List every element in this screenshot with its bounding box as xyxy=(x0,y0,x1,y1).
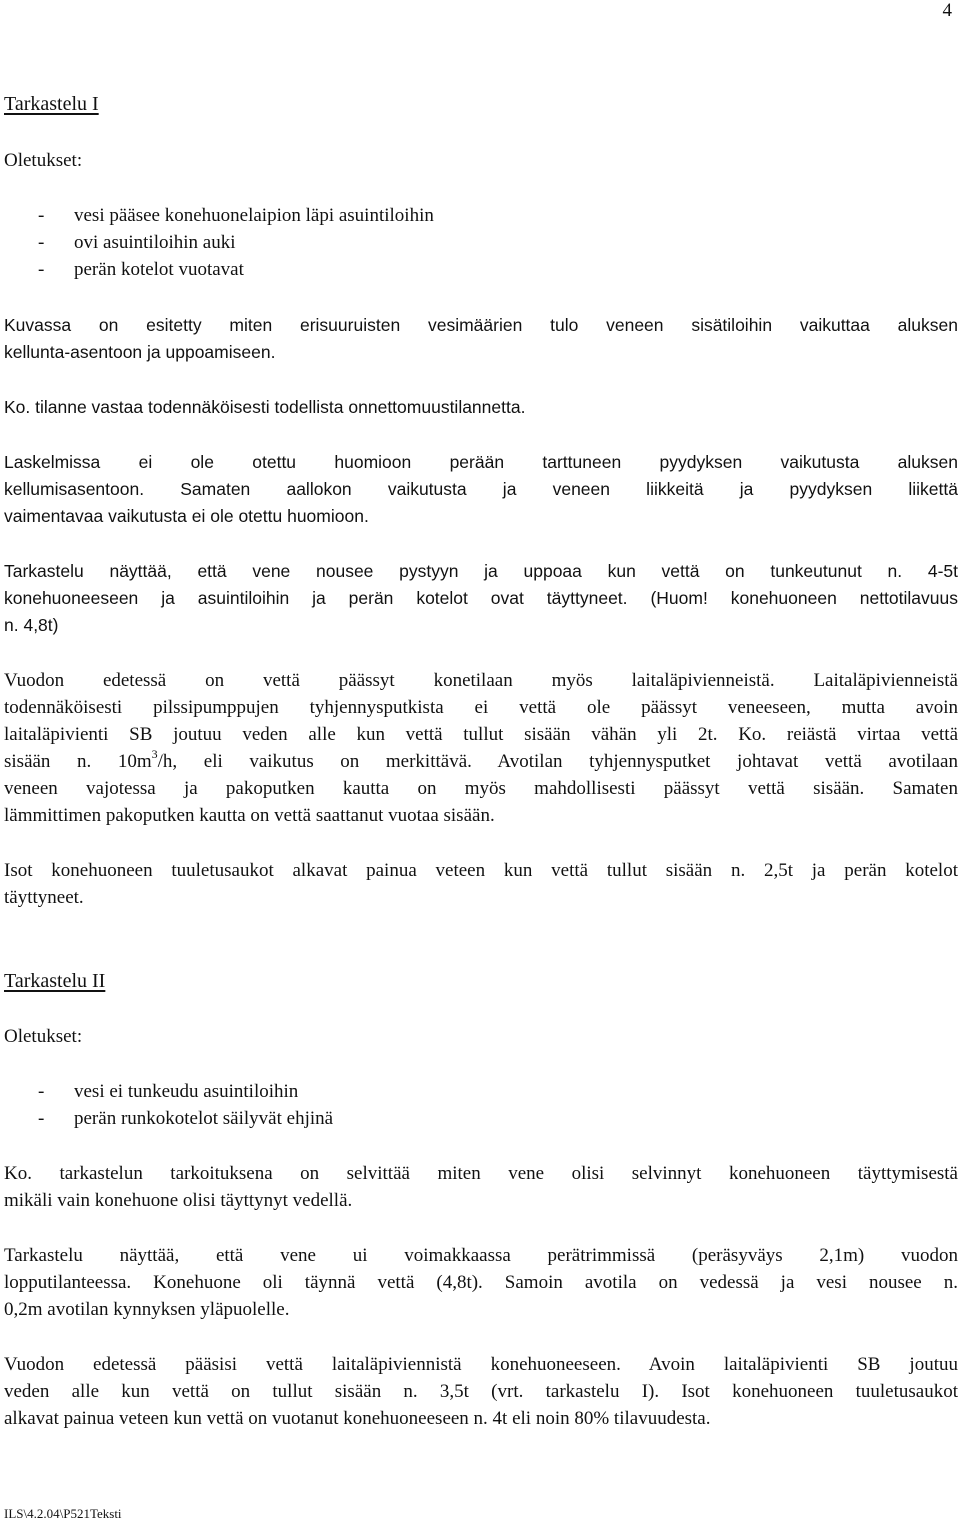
section-heading-1: Tarkastelu I xyxy=(4,93,99,115)
paragraph-line: kellumisasentoon. Samaten aallokon vaikutusta ja veneen liikkeitä ja pyydyksen liikettä xyxy=(4,479,958,499)
paragraph-line: Tarkastelu näyttää, että vene nousee pystyyn ja uppoaa kun vettä on tunkeutunut n. 4-5t xyxy=(4,561,958,581)
dash-bullet: - xyxy=(38,259,45,280)
paragraph-line: Ko. tilanne vastaa todennäköisesti todellista onnettomuustilannetta. xyxy=(4,397,526,417)
paragraph-line: Isot konehuoneen tuuletusaukot alkavat painua veteen kun vettä tullut sisään n. 2,5t ja perän kotelot xyxy=(4,860,958,881)
list-item xyxy=(38,1081,299,1103)
paragraph-line: lämmittimen pakoputken kautta on vettä saattanut vuotaa sisään. xyxy=(4,805,495,826)
dash-bullet: - xyxy=(38,232,45,253)
paragraph-line: alkavat painua veteen kun vettä on vuotanut konehuoneeseen n. 4t eli noin 80% tilavuudesta. xyxy=(4,1408,711,1429)
paragraph-line: veneen vajotessa ja pakoputken kautta on myös mahdollisesti päässyt vettä sisään. Samaten xyxy=(4,778,958,799)
dash-bullet: - xyxy=(38,205,45,226)
section-heading-2: Tarkastelu II xyxy=(4,970,106,992)
list-item xyxy=(38,1108,334,1130)
paragraph-line: kellunta-asentoon ja uppoamiseen. xyxy=(4,342,276,362)
paragraph-line: Ko. tarkastelun tarkoituksena on selvittää miten vene olisi selvinnyt konehuoneen täyttymisestä xyxy=(4,1163,958,1184)
paragraph-line: laitaläpivienti SB joutuu veden alle kun vettä tullut sisään vähän yli 2t. Ko. reiästä virtaa vettä xyxy=(4,724,958,745)
dash-bullet: - xyxy=(38,1108,45,1129)
paragraph-line: Laskelmissa ei ole otettu huomioon perään tarttuneen pyydyksen vaikutusta aluksen xyxy=(4,452,958,472)
paragraph-line: n. 4,8t) xyxy=(4,615,59,635)
text-run: sisään n. 10m xyxy=(4,751,152,772)
paragraph-line xyxy=(4,746,958,773)
paragraph-line: Tarkastelu näyttää, että vene ui voimakkaassa perätrimmissä (peräsyväys 2,1m) vuodon xyxy=(4,1245,958,1266)
list-item-text: ovi asuintiloihin auki xyxy=(74,232,236,253)
paragraph-line: 0,2m avotilan kynnyksen yläpuolelle. xyxy=(4,1299,290,1320)
text-run: /h, eli vaikutus on merkittävä. Avotilan tyhjennysputket johtavat vettä avotilaan xyxy=(157,751,958,772)
paragraph-line: konehuoneeseen ja asuintiloihin ja perän kotelot ovat täyttyneet. (Huom! konehuoneen nettotilavuus xyxy=(4,588,958,608)
paragraph-line: vaimentavaa vaikutusta ei ole otettu huomioon. xyxy=(4,506,369,526)
paragraph-line: todennäköisesti pilssipumppujen tyhjennysputkista ei vettä ole päässyt veneeseen, mutta avoin xyxy=(4,697,958,718)
paragraph-line: Vuodon edetessä on vettä päässyt konetilaan myös laitaläpivienneistä. Laitaläpivienneistä xyxy=(4,670,958,691)
list-item xyxy=(38,205,434,227)
assumptions-label-2: Oletukset: xyxy=(4,1026,83,1047)
list-item-text: vesi pääsee konehuonelaipion läpi asuintiloihin xyxy=(74,205,434,226)
paragraph-line: lopputilanteessa. Konehuone oli täynnä vettä (4,8t). Samoin avotila on vedessä ja vesi nousee n. xyxy=(4,1272,958,1293)
page-number: 4 xyxy=(942,0,952,21)
superscript: 3 xyxy=(151,746,158,761)
paragraph-line: mikäli vain konehuone olisi täyttynyt vedellä. xyxy=(4,1190,353,1211)
list-item-text: perän kotelot vuotavat xyxy=(74,259,244,280)
paragraph-line: veden alle kun vettä on tullut sisään n. 3,5t (vrt. tarkastelu I). Isot konehuoneen tuuletusaukot xyxy=(4,1381,958,1402)
list-item xyxy=(38,232,236,254)
list-item-text: vesi ei tunkeudu asuintiloihin xyxy=(74,1081,299,1102)
paragraph-line: täyttyneet. xyxy=(4,887,84,908)
list-item xyxy=(38,259,244,281)
paragraph-line: Kuvassa on esitetty miten erisuuruisten vesimäärien tulo veneen sisätiloihin vaikuttaa aluksen xyxy=(4,315,958,335)
paragraph-line: Vuodon edetessä pääsisi vettä laitaläpiviennistä konehuoneeseen. Avoin laitaläpivienti SB joutuu xyxy=(4,1354,958,1375)
list-item-text: perän runkokotelot säilyvät ehjinä xyxy=(74,1108,334,1129)
dash-bullet: - xyxy=(38,1081,45,1102)
assumptions-label-1: Oletukset: xyxy=(4,150,83,171)
footer-file-path: ILS\4.2.04\P521Teksti xyxy=(4,1506,122,1521)
